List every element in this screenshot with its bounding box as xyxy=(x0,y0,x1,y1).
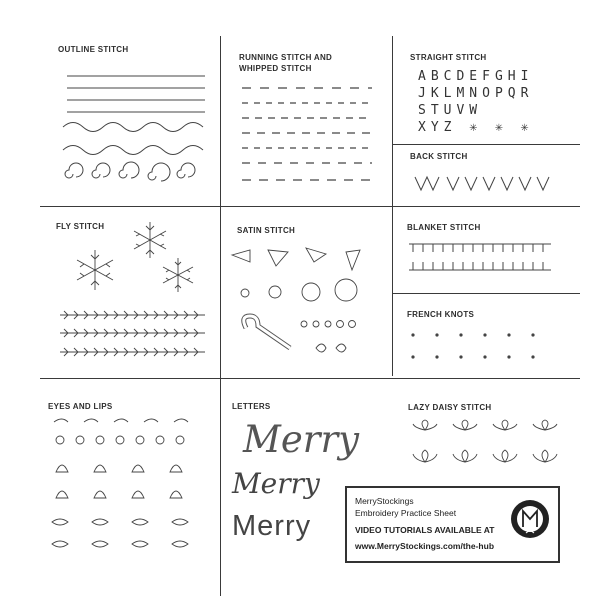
french-knots-pattern xyxy=(405,325,555,370)
label-satin-stitch: SATIN STITCH xyxy=(237,226,296,235)
merry-italic: Merry xyxy=(232,467,320,500)
divider-h-straight-back xyxy=(392,144,580,145)
label-running-line1: RUNNING STITCH AND xyxy=(239,53,333,62)
fly-stitch-pattern xyxy=(50,215,215,365)
website-url[interactable]: www.MerryStockings.com/the-hub xyxy=(355,541,495,551)
eyes-lips-pattern xyxy=(42,410,217,560)
brand-name: MerryStockings xyxy=(355,496,414,506)
running-stitch-pattern xyxy=(232,80,382,195)
label-letters: LETTERS xyxy=(232,402,271,411)
label-running-stitch xyxy=(239,52,332,74)
merry-plain: Merry xyxy=(232,510,312,542)
alphabet-row4 xyxy=(418,119,548,136)
lazy-daisy-pattern xyxy=(405,418,565,468)
label-lazy-daisy: LAZY DAISY STITCH xyxy=(408,403,492,412)
divider-h-blanket-french xyxy=(392,293,580,294)
alphabet-row4-letters: XYZ xyxy=(418,120,457,135)
alphabet-block xyxy=(418,68,548,136)
sheet-title: Embroidery Practice Sheet xyxy=(355,508,457,518)
divider-h1 xyxy=(40,206,580,207)
outline-stitch-pattern xyxy=(55,62,215,197)
divider-v1 xyxy=(220,36,221,596)
video-tutorials-cta: VIDEO TUTORIALS AVAILABLE AT xyxy=(355,525,495,535)
label-outline-stitch: OUTLINE STITCH xyxy=(58,45,129,54)
label-running-line2: WHIPPED STITCH xyxy=(239,64,312,73)
back-stitch-pattern xyxy=(405,172,555,197)
brand-info-box xyxy=(345,486,560,563)
merry-script: Merry xyxy=(243,418,360,461)
label-french-knots: FRENCH KNOTS xyxy=(407,310,475,319)
label-fly-stitch: FLY STITCH xyxy=(56,222,105,231)
label-blanket-stitch: BLANKET STITCH xyxy=(407,223,481,232)
blanket-stitch-pattern xyxy=(405,240,555,280)
label-back-stitch: BACK STITCH xyxy=(410,152,468,161)
satin-stitch-pattern xyxy=(228,240,388,375)
alphabet-row3: STUVW xyxy=(418,103,483,118)
alphabet-stars: ✳ ✳ ✳ xyxy=(469,120,534,135)
merrystockings-seal-icon xyxy=(509,497,551,553)
label-straight-stitch: STRAIGHT STITCH xyxy=(410,53,487,62)
alphabet-row1: ABCDEFGHI xyxy=(418,69,534,84)
alphabet-row2: JKLMNOPQR xyxy=(418,86,534,101)
label-eyes-lips: EYES AND LIPS xyxy=(48,402,113,411)
divider-h2 xyxy=(40,378,580,379)
